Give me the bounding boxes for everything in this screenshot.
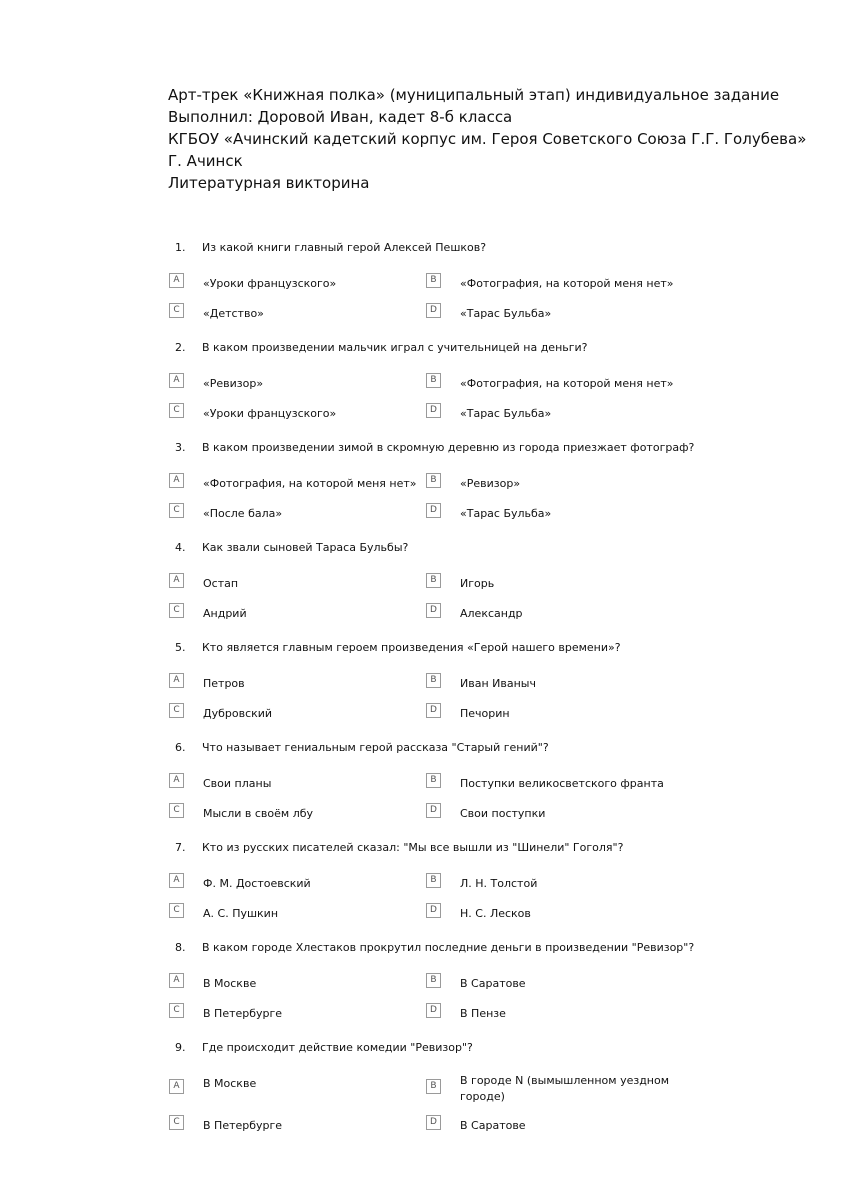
option-text: В Москве (203, 977, 257, 990)
option-letter-box[interactable]: C (169, 403, 184, 418)
question-text: Кто является главным героем произведения «Герой нашего времени»? (202, 641, 621, 654)
question-text: Из какой книги главный герой Алексей Пешков? (202, 241, 487, 254)
option-text: «Фотография, на которой меня нет» (460, 277, 674, 290)
question-text: Как звали сыновей Тараса Бульбы? (202, 541, 409, 554)
option-text: «Уроки французского» (203, 277, 337, 290)
question-number: 7. (175, 841, 186, 854)
option-text: Петров (203, 677, 245, 690)
option-text: «Детство» (203, 307, 264, 320)
option-letter-box[interactable]: B (426, 373, 441, 388)
option-text: Свои планы (203, 777, 272, 790)
option-letter-box[interactable]: A (169, 573, 184, 588)
option-letter-box[interactable]: C (169, 903, 184, 918)
option-text: «Уроки французского» (203, 407, 337, 420)
question-number: 9. (175, 1041, 186, 1054)
option-text: Л. Н. Толстой (460, 877, 538, 890)
option-letter-box[interactable]: B (426, 273, 441, 288)
option-text: Мысли в своём лбу (203, 807, 314, 820)
option-letter-box[interactable]: C (169, 1115, 184, 1130)
option-text: Н. С. Лесков (460, 907, 531, 920)
document-header (168, 84, 806, 194)
question-text: В каком произведении зимой в скромную деревню из города приезжает фотограф? (202, 441, 695, 454)
question-number: 4. (175, 541, 186, 554)
option-text: Дубровский (203, 707, 273, 720)
option-text: В Петербурге (203, 1119, 283, 1132)
option-letter-box[interactable]: C (169, 503, 184, 518)
question-number: 6. (175, 741, 186, 754)
option-text: Игорь (460, 577, 495, 590)
header-school: КГБОУ «Ачинский кадетский корпус им. Героя Советского Союза Г.Г. Голубева» (168, 130, 807, 148)
option-text: «Тарас Бульба» (460, 507, 552, 520)
option-text: Андрий (203, 607, 247, 620)
option-text: «Ревизор» (203, 377, 264, 390)
option-text: «Ревизор» (460, 477, 521, 490)
option-letter-box[interactable]: B (426, 573, 441, 588)
option-letter-box[interactable]: B (426, 473, 441, 488)
option-letter-box[interactable]: C (169, 303, 184, 318)
option-letter-box[interactable]: A (169, 273, 184, 288)
option-text: «Тарас Бульба» (460, 307, 552, 320)
option-letter-box[interactable]: B (426, 873, 441, 888)
option-letter-box[interactable]: C (169, 603, 184, 618)
option-letter-box[interactable]: D (426, 303, 441, 318)
question-text: В каком городе Хлестаков прокрутил последние деньги в произведении "Ревизор"? (202, 941, 695, 954)
option-text: В Петербурге (203, 1007, 283, 1020)
question-number: 8. (175, 941, 186, 954)
question-text: Где происходит действие комедии "Ревизор"? (202, 1041, 473, 1054)
option-letter-box[interactable]: D (426, 703, 441, 718)
option-text: Печорин (460, 707, 510, 720)
option-letter-box[interactable]: B (426, 773, 441, 788)
option-letter-box[interactable]: A (169, 673, 184, 688)
option-letter-box[interactable]: B (426, 973, 441, 988)
option-text: Иван Иваныч (460, 677, 536, 690)
option-letter-box[interactable]: D (426, 603, 441, 618)
option-letter-box[interactable]: C (169, 803, 184, 818)
option-text: В Саратове (460, 977, 526, 990)
option-letter-box[interactable]: C (169, 703, 184, 718)
option-letter-box[interactable]: D (426, 803, 441, 818)
option-letter-box[interactable]: A (169, 973, 184, 988)
option-text: А. С. Пушкин (203, 907, 279, 920)
option-letter-box[interactable]: B (426, 1079, 441, 1094)
option-text: Остап (203, 577, 239, 590)
header-city: Г. Ачинск (168, 152, 243, 170)
option-letter-box[interactable]: D (426, 903, 441, 918)
option-letter-box[interactable]: A (169, 773, 184, 788)
header-title: Арт-трек «Книжная полка» (муниципальный этап) индивидуальное задание (168, 86, 780, 104)
option-text: В Москве (203, 1077, 257, 1090)
option-letter-box[interactable]: A (169, 873, 184, 888)
question-text: Кто из русских писателей сказал: "Мы все вышли из "Шинели" Гоголя"? (202, 841, 624, 854)
option-letter-box[interactable]: D (426, 503, 441, 518)
question-text: Что называет гениальным герой рассказа "Старый гений"? (202, 741, 549, 754)
option-text: Свои поступки (460, 807, 546, 820)
header-author: Выполнил: Доровой Иван, кадет 8-б класса (168, 108, 513, 126)
option-text: «Тарас Бульба» (460, 407, 552, 420)
option-text: Александр (460, 607, 523, 620)
option-text: В Саратове (460, 1119, 526, 1132)
option-letter-box[interactable]: D (426, 1003, 441, 1018)
option-letter-box[interactable]: B (426, 673, 441, 688)
question-number: 2. (175, 341, 186, 354)
option-text: «Фотография, на которой меня нет» (203, 477, 417, 490)
option-text: «После бала» (203, 507, 283, 520)
question-number: 5. (175, 641, 186, 654)
option-letter-box[interactable]: A (169, 373, 184, 388)
question-number: 1. (175, 241, 186, 254)
option-text: «Фотография, на которой меня нет» (460, 377, 674, 390)
option-text: В Пензе (460, 1007, 506, 1020)
question-number: 3. (175, 441, 186, 454)
option-letter-box[interactable]: D (426, 1115, 441, 1130)
option-text: Поступки великосветского франта (460, 777, 664, 790)
option-letter-box[interactable]: C (169, 1003, 184, 1018)
option-letter-box[interactable]: D (426, 403, 441, 418)
header-subtitle: Литературная викторина (168, 174, 370, 192)
option-text: В городе N (вымышленном уездном городе) (460, 1074, 670, 1103)
option-letter-box[interactable]: A (169, 1079, 184, 1094)
question-text: В каком произведении мальчик играл с учительницей на деньги? (202, 341, 588, 354)
option-text: Ф. М. Достоевский (203, 877, 311, 890)
option-letter-box[interactable]: A (169, 473, 184, 488)
